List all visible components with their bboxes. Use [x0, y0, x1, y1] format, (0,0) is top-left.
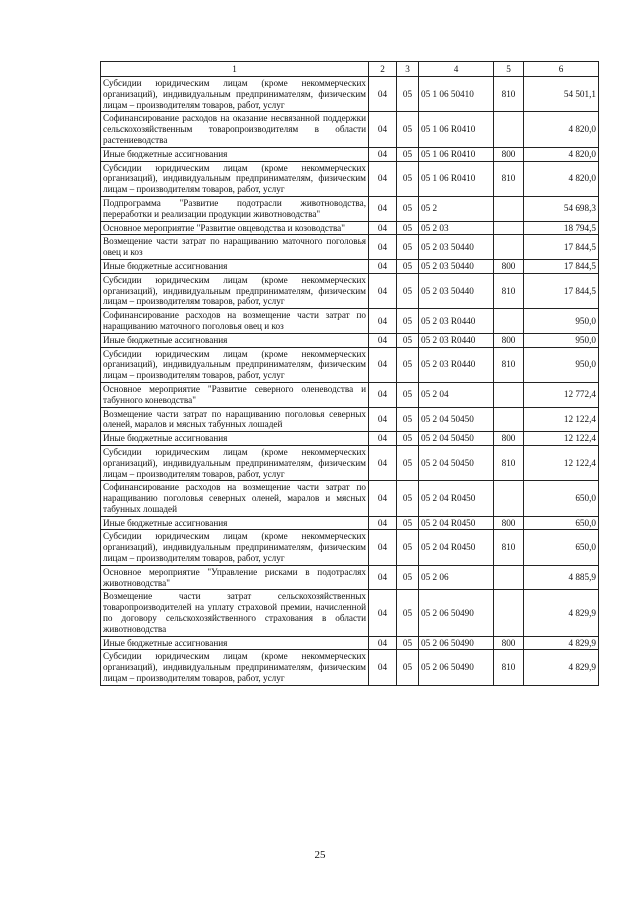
- subsection-cell: 05: [397, 333, 419, 347]
- row-name-cell: Софинансирование расходов на возмещение части затрат по наращиванию маточного поголовья овец и коз: [101, 309, 369, 334]
- table-row: [101, 147, 599, 161]
- row-name-cell: Субсидии юридическим лицам (кроме некоммерческих организаций), индивидуальным предпринимателям, физическим лицам – производителям товаров, работ, услуг: [101, 347, 369, 382]
- row-name-cell: Софинансирование расходов на оказание несвязанной поддержки сельскохозяйственным товаропроизводителям в области растениеводства: [101, 112, 369, 147]
- section-cell: 04: [369, 161, 397, 196]
- column-header: 5: [494, 62, 524, 77]
- target-article-cell: 05 2 04 R0450: [419, 530, 494, 565]
- expense-type-cell: 800: [494, 636, 524, 650]
- expense-type-cell: 800: [494, 516, 524, 530]
- subsection-cell: 05: [397, 235, 419, 260]
- expense-type-cell: [494, 565, 524, 590]
- row-name-cell: Иные бюджетные ассигнования: [101, 432, 369, 446]
- target-article-cell: 05 2 04 R0450: [419, 481, 494, 516]
- column-header: 1: [101, 62, 369, 77]
- target-article-cell: 05 2 04 R0450: [419, 516, 494, 530]
- subsection-cell: 05: [397, 590, 419, 636]
- amount-cell: 650,0: [524, 516, 599, 530]
- section-cell: 04: [369, 565, 397, 590]
- expense-type-cell: [494, 590, 524, 636]
- target-article-cell: 05 2 04: [419, 382, 494, 407]
- amount-cell: 950,0: [524, 347, 599, 382]
- column-header: 3: [397, 62, 419, 77]
- amount-cell: 12 122,4: [524, 407, 599, 432]
- header-row: [101, 62, 599, 77]
- section-cell: 04: [369, 77, 397, 112]
- target-article-cell: 05 2: [419, 196, 494, 221]
- amount-cell: 54 698,3: [524, 196, 599, 221]
- subsection-cell: 05: [397, 77, 419, 112]
- budget-table: [100, 61, 599, 686]
- row-name-cell: Иные бюджетные ассигнования: [101, 516, 369, 530]
- row-name-cell: Иные бюджетные ассигнования: [101, 333, 369, 347]
- table-row: [101, 432, 599, 446]
- row-name-cell: Субсидии юридическим лицам (кроме некоммерческих организаций), индивидуальным предпринимателям, физическим лицам – производителям товаров, работ, услуг: [101, 161, 369, 196]
- subsection-cell: 05: [397, 347, 419, 382]
- expense-type-cell: 810: [494, 77, 524, 112]
- amount-cell: 4 885,9: [524, 565, 599, 590]
- target-article-cell: 05 2 04 50450: [419, 407, 494, 432]
- subsection-cell: 05: [397, 112, 419, 147]
- section-cell: 04: [369, 382, 397, 407]
- expense-type-cell: 800: [494, 259, 524, 273]
- section-cell: 04: [369, 333, 397, 347]
- table-row: [101, 196, 599, 221]
- expense-type-cell: 800: [494, 147, 524, 161]
- subsection-cell: 05: [397, 565, 419, 590]
- row-name-cell: Основное мероприятие "Развитие северного оленеводства и табунного коневодства": [101, 382, 369, 407]
- amount-cell: 4 829,9: [524, 650, 599, 685]
- amount-cell: 950,0: [524, 309, 599, 334]
- table-row: [101, 445, 599, 480]
- expense-type-cell: [494, 309, 524, 334]
- section-cell: 04: [369, 650, 397, 685]
- section-cell: 04: [369, 235, 397, 260]
- subsection-cell: 05: [397, 147, 419, 161]
- target-article-cell: 05 2 04 50450: [419, 432, 494, 446]
- target-article-cell: 05 2 03 50440: [419, 259, 494, 273]
- subsection-cell: 05: [397, 481, 419, 516]
- row-name-cell: Возмещение части затрат сельскохозяйственных товаропроизводителей на уплату страховой премии, начисленной по договору сельскохозяйственного страхования в области животноводства: [101, 590, 369, 636]
- table-row: [101, 382, 599, 407]
- table-row: [101, 530, 599, 565]
- expense-type-cell: 810: [494, 347, 524, 382]
- table-row: [101, 481, 599, 516]
- target-article-cell: 05 2 06: [419, 565, 494, 590]
- amount-cell: 4 829,9: [524, 636, 599, 650]
- section-cell: 04: [369, 530, 397, 565]
- section-cell: 04: [369, 309, 397, 334]
- expense-type-cell: 810: [494, 530, 524, 565]
- expense-type-cell: [494, 221, 524, 235]
- page-number: 25: [314, 849, 326, 861]
- table-row: [101, 77, 599, 112]
- subsection-cell: 05: [397, 650, 419, 685]
- amount-cell: 17 844,5: [524, 235, 599, 260]
- table-row: [101, 516, 599, 530]
- table-row: [101, 636, 599, 650]
- section-cell: 04: [369, 273, 397, 308]
- row-name-cell: Возмещение части затрат по наращиванию поголовья северных оленей, маралов и мясных табунных лошадей: [101, 407, 369, 432]
- expense-type-cell: 810: [494, 650, 524, 685]
- table-row: [101, 273, 599, 308]
- amount-cell: 950,0: [524, 333, 599, 347]
- table-row: [101, 112, 599, 147]
- subsection-cell: 05: [397, 161, 419, 196]
- amount-cell: 12 772,4: [524, 382, 599, 407]
- row-name-cell: Возмещение части затрат по наращиванию маточного поголовья овец и коз: [101, 235, 369, 260]
- row-name-cell: Подпрограмма "Развитие подотрасли животноводства, переработки и реализации продукции животноводства": [101, 196, 369, 221]
- section-cell: 04: [369, 112, 397, 147]
- amount-cell: 17 844,5: [524, 259, 599, 273]
- section-cell: 04: [369, 259, 397, 273]
- amount-cell: 12 122,4: [524, 432, 599, 446]
- subsection-cell: 05: [397, 382, 419, 407]
- target-article-cell: 05 1 06 R0410: [419, 147, 494, 161]
- expense-type-cell: 810: [494, 161, 524, 196]
- target-article-cell: 05 2 03 50440: [419, 235, 494, 260]
- section-cell: 04: [369, 636, 397, 650]
- row-name-cell: Субсидии юридическим лицам (кроме некоммерческих организаций), индивидуальным предпринимателям, физическим лицам – производителям товаров, работ, услуг: [101, 445, 369, 480]
- target-article-cell: 05 1 06 R0410: [419, 112, 494, 147]
- amount-cell: 54 501,1: [524, 77, 599, 112]
- section-cell: 04: [369, 407, 397, 432]
- section-cell: 04: [369, 445, 397, 480]
- subsection-cell: 05: [397, 516, 419, 530]
- target-article-cell: 05 1 06 50410: [419, 77, 494, 112]
- subsection-cell: 05: [397, 309, 419, 334]
- section-cell: 04: [369, 516, 397, 530]
- expense-type-cell: [494, 235, 524, 260]
- subsection-cell: 05: [397, 636, 419, 650]
- row-name-cell: Софинансирование расходов на возмещение части затрат по наращиванию поголовья северных оленей, маралов и мясных табунных лошадей: [101, 481, 369, 516]
- table-row: [101, 309, 599, 334]
- section-cell: 04: [369, 432, 397, 446]
- row-name-cell: Основное мероприятие "Управление рисками в подотраслях животноводства": [101, 565, 369, 590]
- table-row: [101, 161, 599, 196]
- section-cell: 04: [369, 590, 397, 636]
- subsection-cell: 05: [397, 273, 419, 308]
- table-row: [101, 259, 599, 273]
- table-row: [101, 347, 599, 382]
- amount-cell: 4 820,0: [524, 147, 599, 161]
- expense-type-cell: 800: [494, 333, 524, 347]
- section-cell: 04: [369, 147, 397, 161]
- expense-type-cell: [494, 112, 524, 147]
- amount-cell: 4 820,0: [524, 161, 599, 196]
- column-header: 2: [369, 62, 397, 77]
- target-article-cell: 05 2 03 R0440: [419, 347, 494, 382]
- target-article-cell: 05 2 03 R0440: [419, 333, 494, 347]
- section-cell: 04: [369, 196, 397, 221]
- row-name-cell: Иные бюджетные ассигнования: [101, 147, 369, 161]
- section-cell: 04: [369, 347, 397, 382]
- expense-type-cell: 800: [494, 432, 524, 446]
- expense-type-cell: [494, 196, 524, 221]
- target-article-cell: 05 2 06 50490: [419, 636, 494, 650]
- column-header: 4: [419, 62, 494, 77]
- subsection-cell: 05: [397, 407, 419, 432]
- table-row: [101, 221, 599, 235]
- amount-cell: 18 794,5: [524, 221, 599, 235]
- amount-cell: 12 122,4: [524, 445, 599, 480]
- row-name-cell: Основное мероприятие "Развитие овцеводства и козоводства": [101, 221, 369, 235]
- target-article-cell: 05 2 03 50440: [419, 273, 494, 308]
- section-cell: 04: [369, 481, 397, 516]
- target-article-cell: 05 2 03: [419, 221, 494, 235]
- table-header: [101, 62, 599, 77]
- expense-type-cell: 810: [494, 445, 524, 480]
- row-name-cell: Субсидии юридическим лицам (кроме некоммерческих организаций), индивидуальным предпринимателям, физическим лицам – производителям товаров, работ, услуг: [101, 650, 369, 685]
- subsection-cell: 05: [397, 445, 419, 480]
- amount-cell: 17 844,5: [524, 273, 599, 308]
- amount-cell: 4 829,9: [524, 590, 599, 636]
- column-header: 6: [524, 62, 599, 77]
- section-cell: 04: [369, 221, 397, 235]
- expense-type-cell: 810: [494, 273, 524, 308]
- target-article-cell: 05 2 06 50490: [419, 650, 494, 685]
- row-name-cell: Субсидии юридическим лицам (кроме некоммерческих организаций), индивидуальным предпринимателям, физическим лицам – производителям товаров, работ, услуг: [101, 77, 369, 112]
- row-name-cell: Субсидии юридическим лицам (кроме некоммерческих организаций), индивидуальным предпринимателям, физическим лицам – производителям товаров, работ, услуг: [101, 273, 369, 308]
- table-row: [101, 650, 599, 685]
- target-article-cell: 05 2 06 50490: [419, 590, 494, 636]
- subsection-cell: 05: [397, 432, 419, 446]
- subsection-cell: 05: [397, 259, 419, 273]
- table-row: [101, 565, 599, 590]
- table-row: [101, 590, 599, 636]
- expense-type-cell: [494, 481, 524, 516]
- expense-type-cell: [494, 407, 524, 432]
- row-name-cell: Субсидии юридическим лицам (кроме некоммерческих организаций), индивидуальным предпринимателям, физическим лицам – производителям товаров, работ, услуг: [101, 530, 369, 565]
- subsection-cell: 05: [397, 530, 419, 565]
- amount-cell: 650,0: [524, 481, 599, 516]
- amount-cell: 4 820,0: [524, 112, 599, 147]
- table-row: [101, 407, 599, 432]
- table-row: [101, 333, 599, 347]
- table-body: [101, 77, 599, 686]
- table-row: [101, 235, 599, 260]
- subsection-cell: 05: [397, 221, 419, 235]
- target-article-cell: 05 1 06 R0410: [419, 161, 494, 196]
- row-name-cell: Иные бюджетные ассигнования: [101, 259, 369, 273]
- row-name-cell: Иные бюджетные ассигнования: [101, 636, 369, 650]
- expense-type-cell: [494, 382, 524, 407]
- subsection-cell: 05: [397, 196, 419, 221]
- target-article-cell: 05 2 04 50450: [419, 445, 494, 480]
- amount-cell: 650,0: [524, 530, 599, 565]
- target-article-cell: 05 2 03 R0440: [419, 309, 494, 334]
